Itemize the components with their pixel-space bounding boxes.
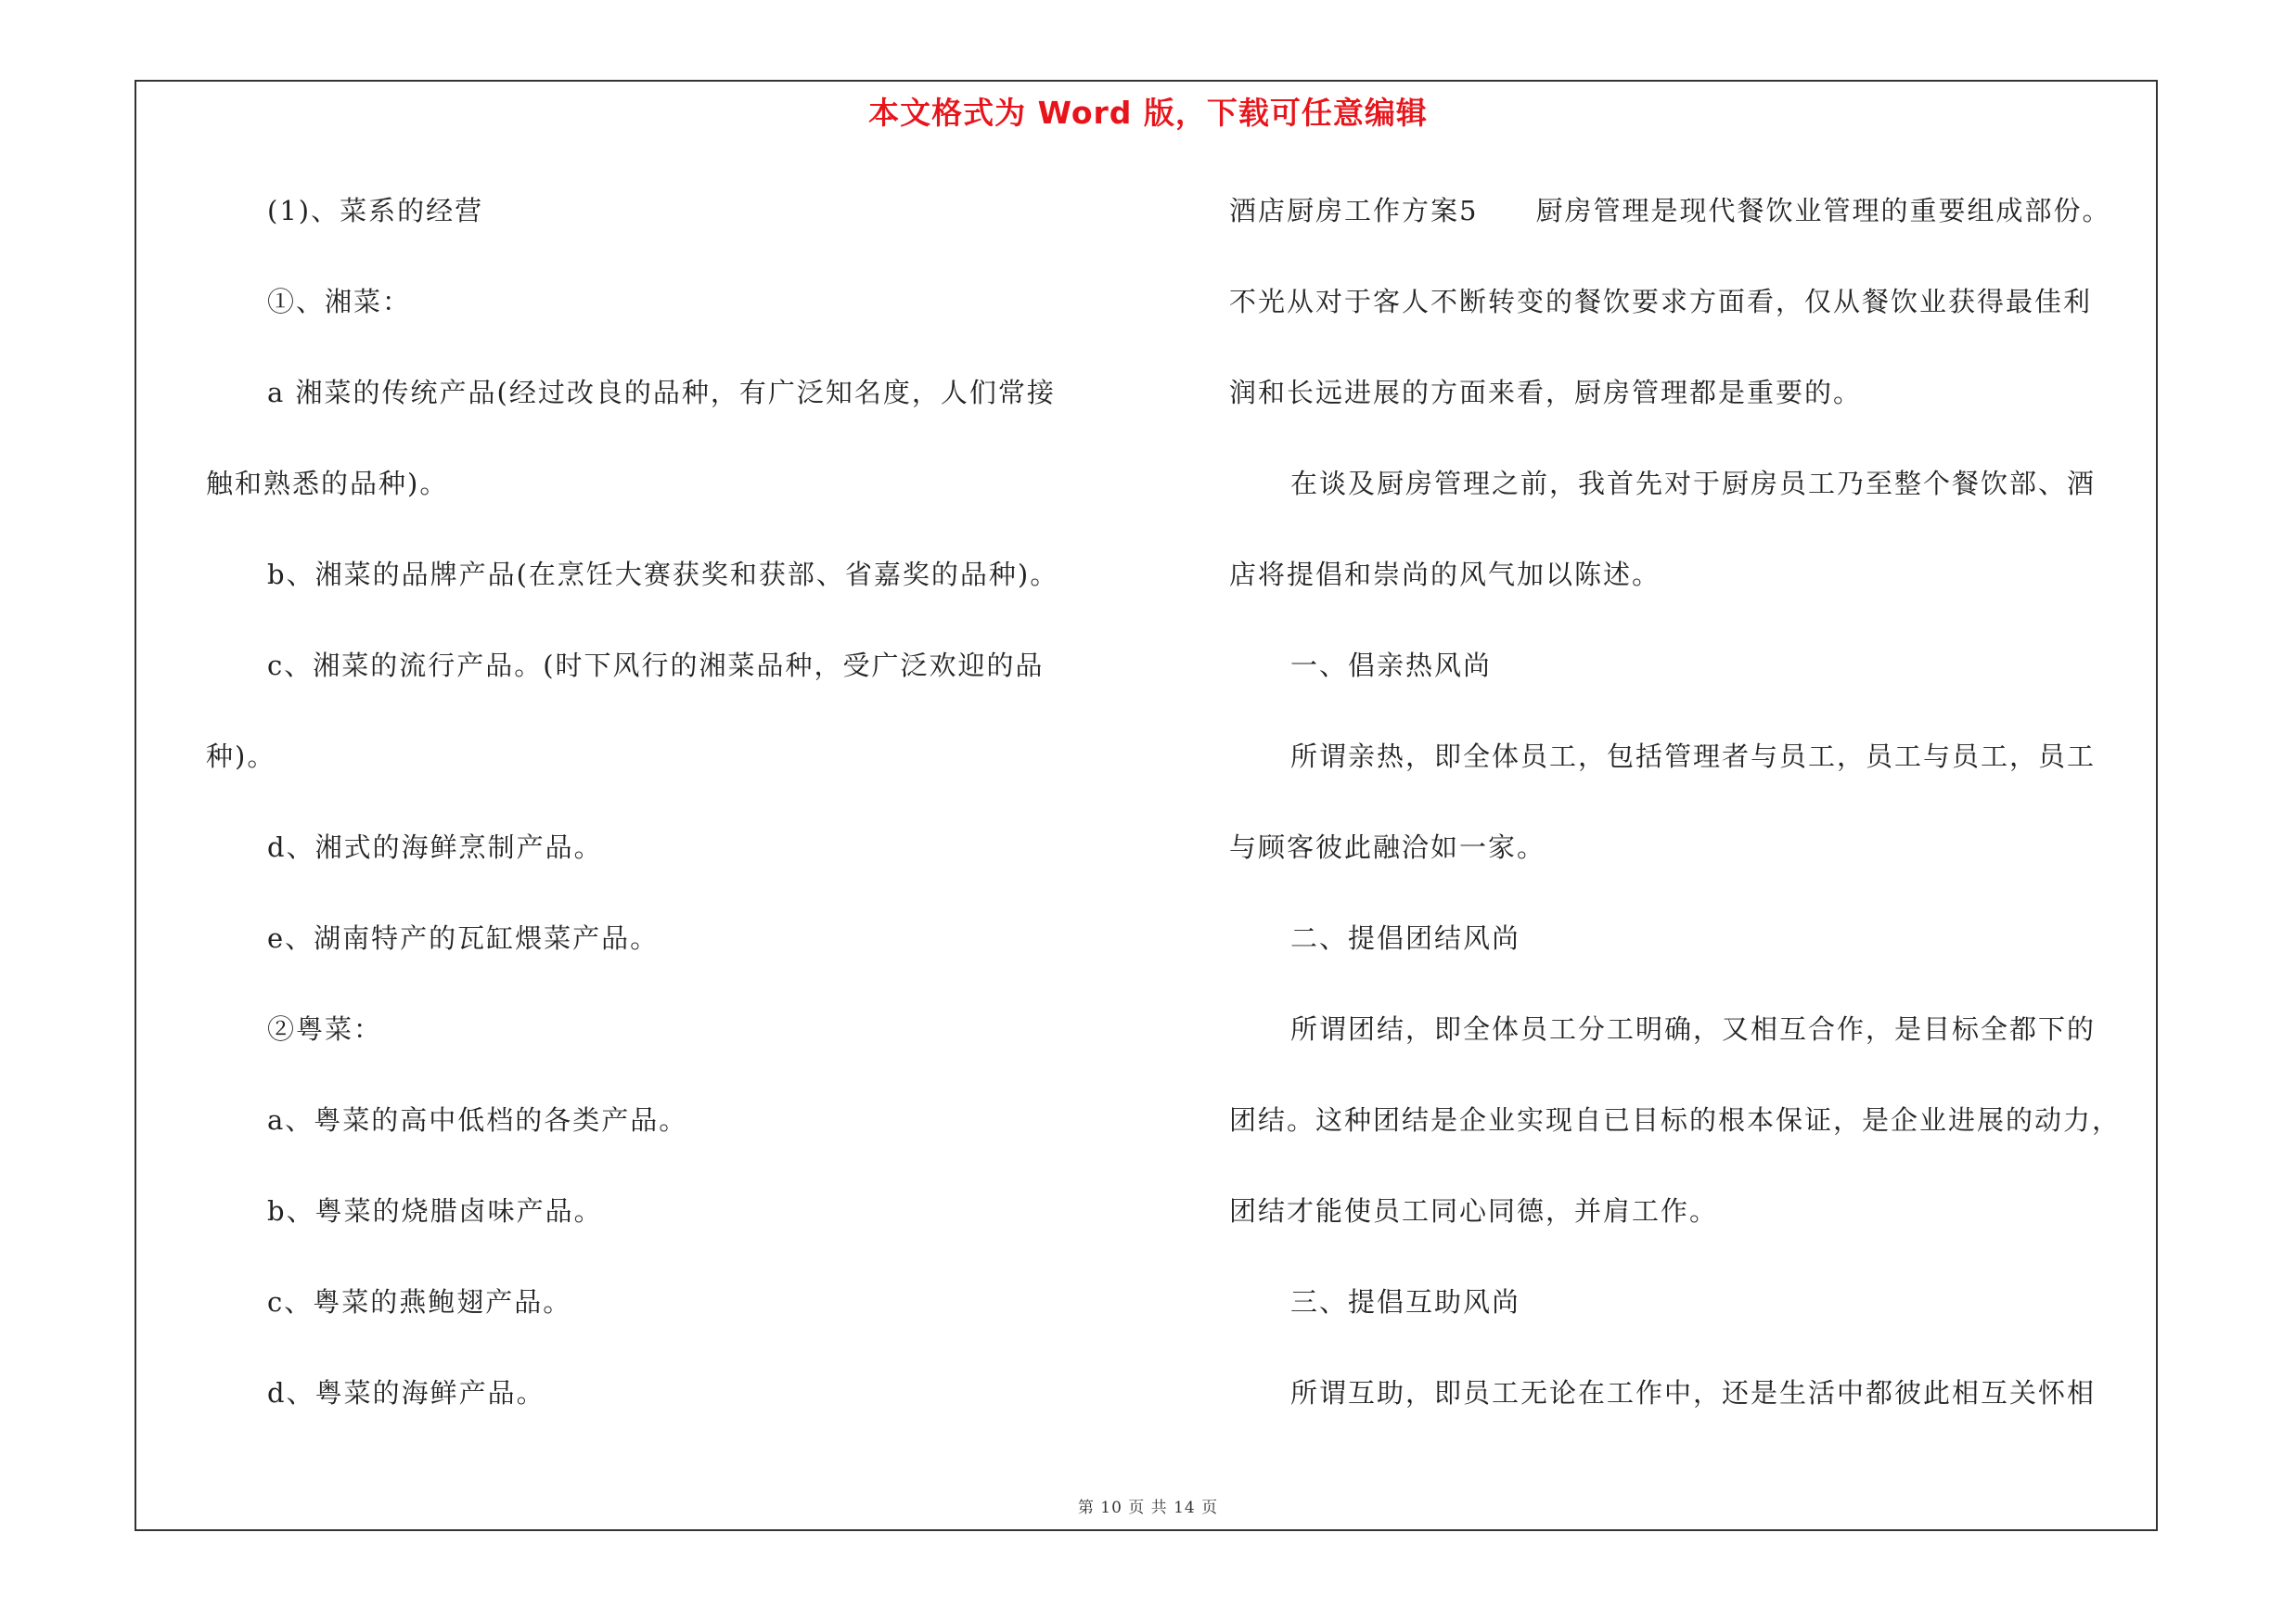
paragraph-line: 所谓互助，即员工无论在工作中，还是生活中都彼此相互关怀相 — [1290, 1377, 2097, 1409]
paragraph-line: 润和长远进展的方面来看，厨房管理都是重要的。 — [1229, 377, 1863, 408]
paragraph-line: d、湘式的海鲜烹制产品。 — [267, 831, 603, 863]
paragraph-line: ①、湘菜： — [267, 286, 412, 317]
paragraph-line: a 湘菜的传统产品(经过改良的品种，有广泛知名度，人们常接 — [267, 377, 1056, 408]
paragraph-line: b、湘菜的品牌产品(在烹饪大赛获奖和获部、省嘉奖的品种)。 — [267, 559, 1059, 590]
paragraph-line: 所谓亲热，即全体员工，包括管理者与员工，员工与员工，员工 — [1290, 741, 2097, 772]
paragraph-line: 一、倡亲热风尚 — [1290, 650, 1493, 681]
paragraph-line: 酒店厨房工作方案5 厨房管理是现代餐饮业管理的重要组成部份。 — [1229, 195, 2111, 226]
paragraph-line: 团结。这种团结是企业实现自已目标的根本保证，是企业进展的动力， — [1229, 1104, 2122, 1136]
page-number-footer: 第 10 页 共 14 页 — [1077, 1499, 1219, 1517]
right-column — [1229, 186, 2185, 1459]
paragraph-line: d、粤菜的海鲜产品。 — [267, 1377, 545, 1409]
paragraph-line: 不光从对于客人不断转变的餐饮要求方面看，仅从餐饮业获得最佳利 — [1229, 286, 2093, 317]
paragraph-line: ②粤菜： — [267, 1013, 383, 1045]
paragraph-line: e、湖南特产的瓦缸煨菜产品。 — [267, 922, 660, 954]
paragraph-line: 三、提倡互助风尚 — [1290, 1286, 1521, 1318]
paragraph-line: b、粤菜的烧腊卤味产品。 — [267, 1195, 603, 1227]
word-format-banner: 本文格式为 Word 版，下载可任意编辑 — [868, 95, 1428, 131]
paragraph-line: 在谈及厨房管理之前，我首先对于厨房员工乃至整个餐饮部、酒 — [1290, 468, 2097, 499]
paragraph-line: c、粤菜的燕鲍翅产品。 — [267, 1286, 572, 1318]
paragraph-line: a、粤菜的高中低档的各类产品。 — [267, 1104, 688, 1136]
paragraph-line: 种)。 — [206, 741, 276, 772]
left-column — [206, 186, 1134, 1459]
paragraph-line: (1)、菜系的经营 — [267, 195, 484, 226]
paragraph-line: 与顾客彼此融洽如一家。 — [1229, 831, 1546, 863]
paragraph-line: 所谓团结，即全体员工分工明确，又相互合作，是目标全都下的 — [1290, 1013, 2097, 1045]
paragraph-line: 二、提倡团结风尚 — [1290, 922, 1521, 954]
paragraph-line: 店将提倡和崇尚的风气加以陈述。 — [1229, 559, 1661, 590]
paragraph-line: 团结才能使员工同心同德，并肩工作。 — [1229, 1195, 1719, 1227]
paragraph-line: 触和熟悉的品种)。 — [206, 468, 449, 499]
paragraph-line: c、湘菜的流行产品。(时下风行的湘菜品种，受广泛欢迎的品 — [267, 650, 1045, 681]
